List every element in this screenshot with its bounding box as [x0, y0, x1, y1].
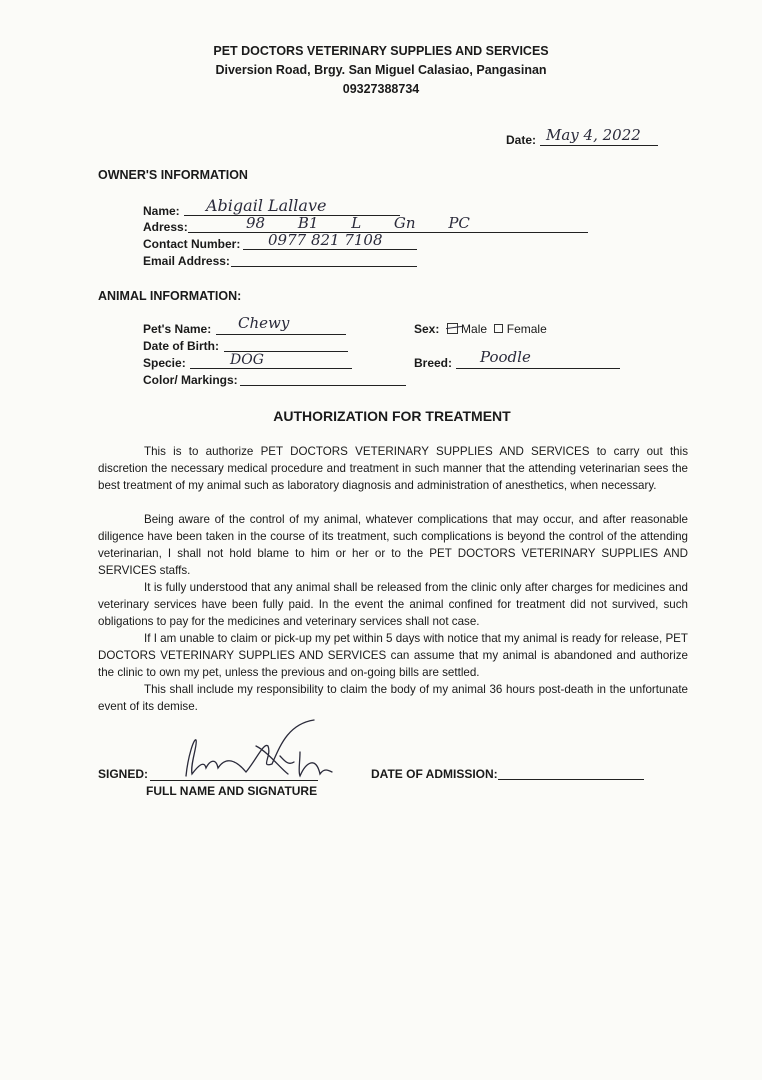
authorization-paragraph: It is fully understood that any animal shall be released from the clinic only after charges for medicines and veterinary services have been fully paid. In the event the animal confined for treatment did not survived, such obligations to pay for the medicines and veterinary services shall not case. — [98, 581, 688, 628]
specie-line — [190, 368, 352, 369]
specie-label: Specie: — [143, 356, 186, 370]
owner-name-label: Name: — [143, 204, 180, 218]
date-of-admission-label: DATE OF ADMISSION: — [371, 767, 498, 781]
contact-number-line — [243, 249, 417, 250]
specie-value: DOG — [230, 352, 264, 368]
owner-section-title: OWNER'S INFORMATION — [98, 168, 248, 182]
breed-value: Poodle — [480, 348, 531, 366]
color-markings-line — [240, 385, 406, 386]
company-address: Diversion Road, Brgy. San Miguel Calasiao, Pangasinan — [215, 63, 547, 77]
pet-name-value: Chewy — [238, 314, 290, 332]
email-label: Email Address: — [143, 254, 230, 268]
company-phone: 09327388734 — [342, 82, 420, 96]
full-name-signature-label: FULL NAME AND SIGNATURE — [146, 784, 318, 798]
handwritten-signature — [176, 716, 336, 786]
authorization-paragraph: Being aware of the control of my animal, whatever complications that may occur, and after reasonable diligence have been taken in the course of its treatment, such complications is beyond the control of the attending veterinarian, I shall not hold blame to him or her or to the PET DOCTORS VETERINARY SUPPLIES AND SERVICES staffs. — [98, 513, 688, 577]
female-checkbox[interactable] — [494, 324, 503, 333]
male-checkbox[interactable] — [447, 323, 458, 334]
owner-address-value: 98 B1 L Gn PC — [246, 214, 470, 232]
contact-number-value: 0977 821 7108 — [268, 231, 383, 249]
contact-number-label: Contact Number: — [143, 237, 241, 251]
authorization-title: AUTHORIZATION FOR TREATMENT — [273, 408, 511, 424]
sex-label: Sex: — [414, 322, 440, 336]
owner-name-value: Abigail Lallave — [206, 196, 327, 215]
company-name: PET DOCTORS VETERINARY SUPPLIES AND SERVICES — [213, 44, 549, 58]
check-mark-icon — [446, 326, 462, 329]
authorization-paragraph: This is to authorize PET DOCTORS VETERINARY SUPPLIES AND SERVICES to carry out this discretion the necessary medical procedure and treatment in such manner that the attending veterinarian sees the best treatment of my animal such as laboratory diagnosis and administration of anesthetics, when necessary. — [98, 445, 688, 492]
owner-address-line — [188, 232, 588, 233]
sex-field — [414, 322, 547, 336]
date-value: May 4, 2022 — [546, 126, 641, 144]
animal-section-title: ANIMAL INFORMATION: — [98, 289, 242, 303]
owner-address-label: Adress: — [143, 220, 188, 234]
date-of-admission-line — [498, 779, 644, 780]
pet-name-label: Pet's Name: — [143, 322, 212, 336]
dob-label: Date of Birth: — [143, 339, 219, 353]
authorization-paragraph: This shall include my responsibility to claim the body of my animal 36 hours post-death in the unfortunate event of its demise. — [98, 683, 688, 713]
signed-label: SIGNED: — [98, 767, 149, 781]
male-option-label: Male — [461, 322, 488, 336]
date-label: Date: — [506, 133, 537, 147]
female-option-label: Female — [506, 322, 547, 336]
breed-line — [456, 368, 620, 369]
date-line — [540, 145, 658, 146]
color-markings-label: Color/ Markings: — [143, 373, 238, 387]
authorization-paragraph: If I am unable to claim or pick-up my pet within 5 days with notice that my animal is ready for release, PET DOCTORS VETERINARY SUPPLIES AND SERVICES can assume that my animal is abandoned and authorize the clinic to own my pet, unless the previous and on-going bills are settled. — [98, 632, 688, 679]
pet-name-line — [216, 334, 346, 335]
email-line — [231, 266, 417, 267]
breed-label: Breed: — [414, 356, 453, 370]
